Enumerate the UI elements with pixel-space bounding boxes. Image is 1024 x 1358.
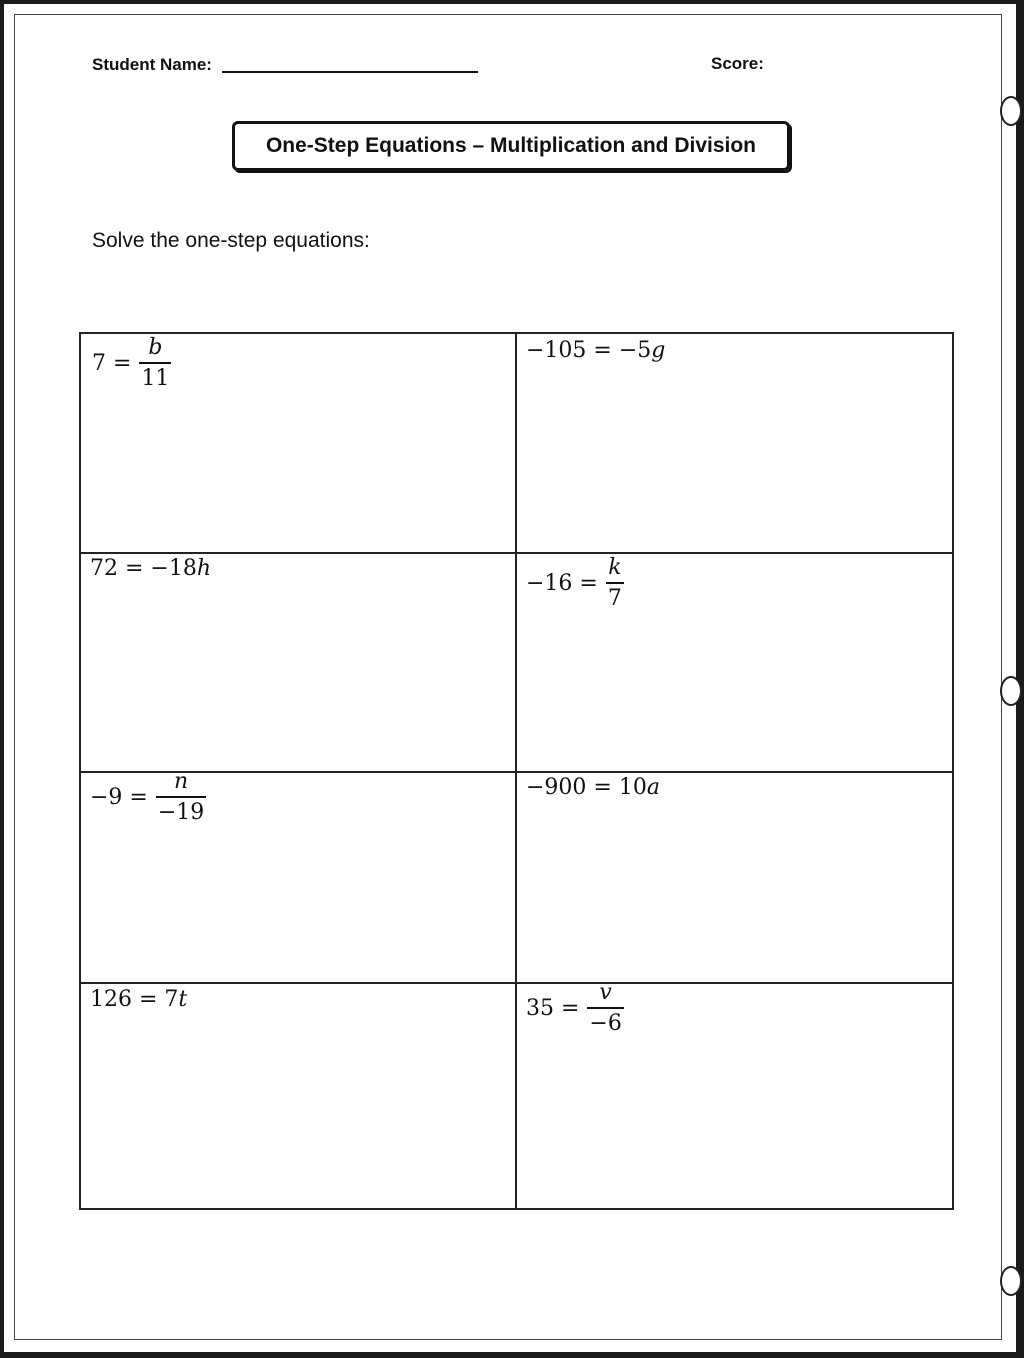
grid-divider-row-1 <box>79 552 954 554</box>
variable: a <box>646 775 660 800</box>
problem-7 <box>90 987 187 1012</box>
fraction <box>156 771 206 824</box>
score-label: Score: <box>711 54 764 73</box>
problem-lhs: 7 = <box>92 351 132 376</box>
problem-lhs: −105 = −5 <box>526 338 652 363</box>
binder-hole-bottom <box>1000 1266 1022 1296</box>
numerator: v <box>599 980 612 1005</box>
variable: h <box>196 556 212 581</box>
problem-5 <box>90 771 206 824</box>
problem-lhs: −9 = <box>90 785 148 810</box>
denominator: −6 <box>587 1007 623 1035</box>
grid-divider-row-3 <box>79 982 954 984</box>
variable: t <box>178 987 188 1012</box>
numerator: b <box>148 335 163 360</box>
worksheet-title: One-Step Equations – Multiplication and Division <box>232 121 790 171</box>
numerator: n <box>173 769 189 794</box>
problem-4 <box>526 557 624 610</box>
problem-lhs: 126 = 7 <box>90 987 179 1012</box>
problem-2 <box>526 338 665 363</box>
student-name-label: Student Name: <box>92 55 212 74</box>
binder-hole-middle <box>1000 676 1022 706</box>
denominator: 11 <box>139 362 171 390</box>
problem-lhs: 72 = −18 <box>90 556 197 581</box>
student-name-line <box>222 71 478 73</box>
fraction <box>139 337 171 390</box>
problem-6 <box>526 775 660 800</box>
problem-3 <box>90 556 211 581</box>
fraction <box>606 557 624 610</box>
grid-divider-row-2 <box>79 771 954 773</box>
problem-1 <box>92 337 171 390</box>
fraction <box>587 982 623 1035</box>
numerator: k <box>608 555 622 580</box>
denominator: −19 <box>156 796 206 824</box>
variable: g <box>651 338 666 363</box>
denominator: 7 <box>606 582 624 610</box>
problem-lhs: −16 = <box>526 571 598 596</box>
problem-lhs: −900 = 10 <box>526 775 647 800</box>
binder-hole-top <box>1000 96 1022 126</box>
instructions: Solve the one-step equations: <box>92 229 370 252</box>
problem-lhs: 35 = <box>526 996 580 1021</box>
problem-8 <box>526 982 624 1035</box>
